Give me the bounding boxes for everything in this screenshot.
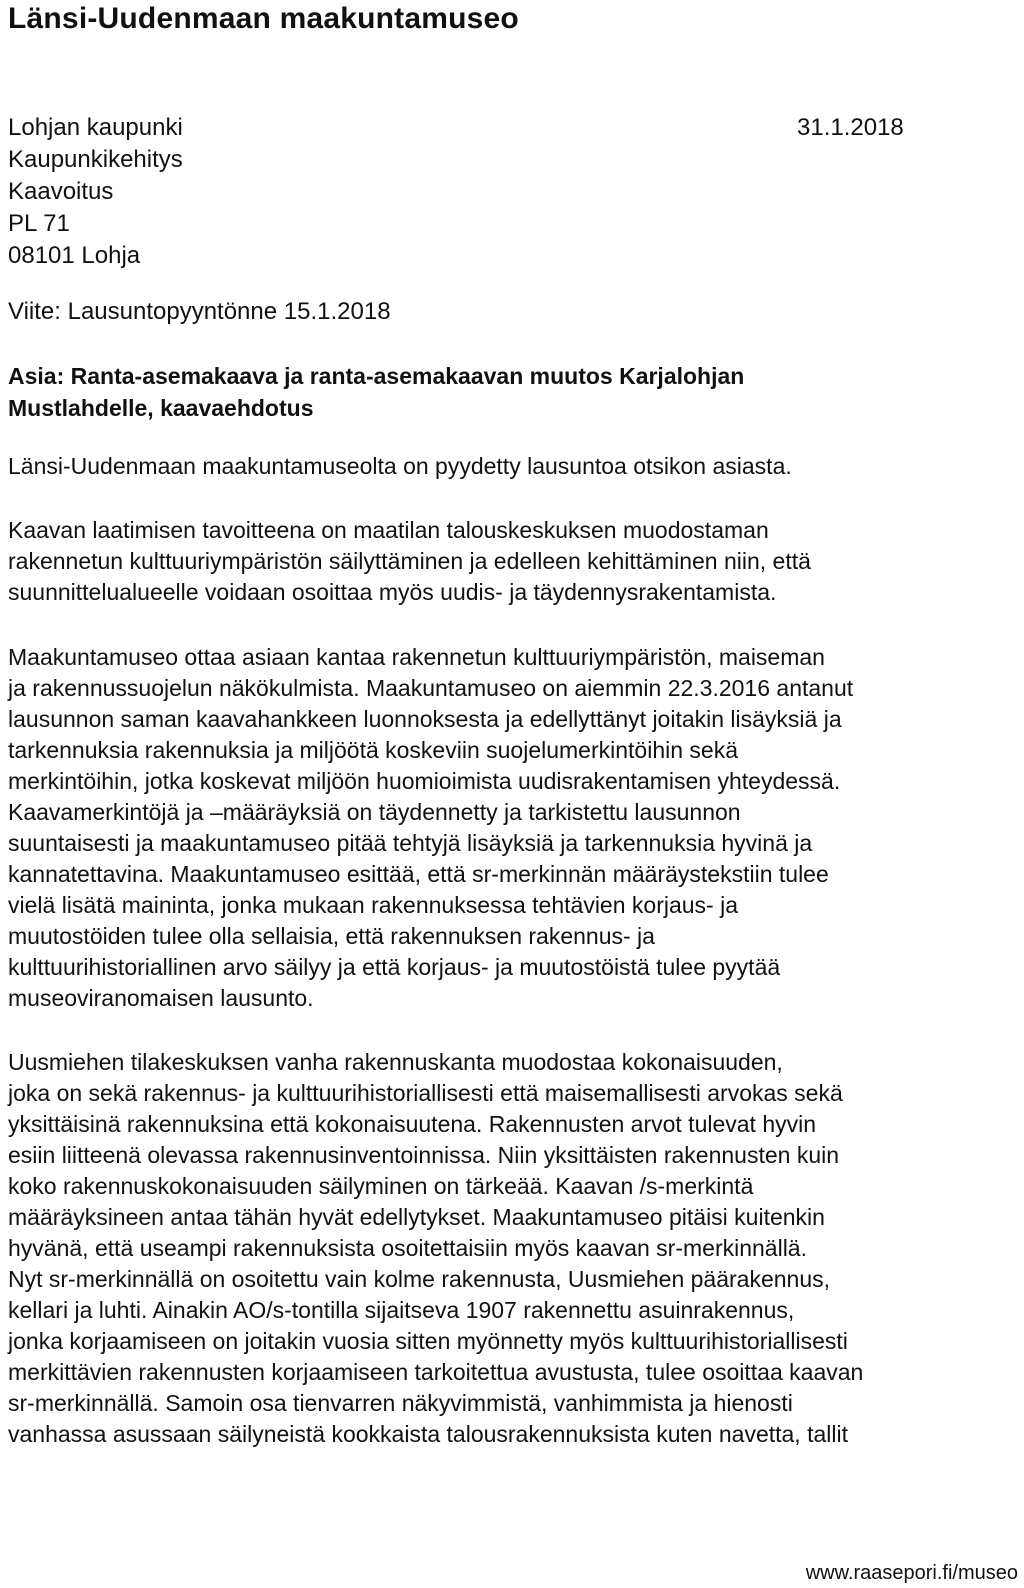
body-paragraph	[8, 515, 1018, 608]
paragraph-line: jonka korjaamiseen on joitakin vuosia sitten myönnetty myös kulttuurihistoriallisesti	[8, 1328, 848, 1354]
paragraph-line: Maakuntamuseo ottaa asiaan kantaa rakennetun kulttuuriympäristön, maiseman	[8, 644, 825, 670]
body-paragraph	[8, 642, 1018, 1014]
paragraph-line: lausunnon saman kaavahankkeen luonnoksesta ja edellyttänyt joitakin lisäyksiä ja	[8, 706, 842, 732]
paragraph-line: koko rakennuskokonaisuuden säilyminen on tärkeää. Kaavan /s-merkintä	[8, 1173, 754, 1199]
subject-text-line: Mustlahdelle, kaavaehdotus	[8, 395, 314, 421]
paragraph-line: kellari ja luhti. Ainakin AO/s-tontilla sijaitseva 1907 rakennettu asuinrakennus,	[8, 1297, 795, 1323]
paragraph-line: tarkennuksia rakennuksia ja miljöötä koskeviin suojelumerkintöihin sekä	[8, 737, 738, 763]
paragraph-line: yksittäisinä rakennuksina että kokonaisuutena. Rakennusten arvot tulevat hyvin	[8, 1111, 817, 1137]
paragraph-line: vielä lisätä maininta, jonka mukaan rakennuksessa tehtävien korjaus- ja	[8, 892, 739, 918]
paragraph-line: kulttuurihistoriallinen arvo säilyy ja että korjaus- ja muutostöistä tulee pyytää	[8, 954, 781, 980]
letter-date: 31.1.2018	[797, 114, 904, 141]
paragraph-line: merkintöihin, jotka koskevat miljöön huomioimista uudisrakentamisen yhteydessä.	[8, 768, 841, 794]
reference-line: Viite: Lausuntopyyntönne 15.1.2018	[8, 298, 391, 325]
address-line: Kaavoitus	[8, 178, 114, 205]
paragraph-line: sr-merkinnällä. Samoin osa tienvarren näkyvimmistä, vanhimmista ja hienosti	[8, 1390, 793, 1416]
body-paragraph	[8, 451, 1018, 482]
paragraph-line: esiin liitteenä olevassa rakennusinventoinnissa. Niin yksittäisten rakennusten kuin	[8, 1142, 840, 1168]
subject-text-line: Asia: Ranta-asemakaava ja ranta-asemakaavan muutos Karjalohjan	[8, 363, 745, 389]
paragraph-line: kannatettavina. Maakuntamuseo esittää, että sr-merkinnän määräystekstiin tulee	[8, 861, 829, 887]
address-line: Kaupunkikehitys	[8, 146, 183, 173]
organization-heading: Länsi-Uudenmaan maakuntamuseo	[8, 2, 519, 35]
paragraph-line: rakennetun kulttuuriympäristön säilyttäminen ja edelleen kehittäminen niin, että	[8, 548, 811, 574]
paragraph-line: Uusmiehen tilakeskuksen vanha rakennuskanta muodostaa kokonaisuuden,	[8, 1049, 783, 1075]
paragraph-line: joka on sekä rakennus- ja kulttuurihistoriallisesti että maisemallisesti arvokas sekä	[8, 1080, 843, 1106]
paragraph-line: muutostöiden tulee olla sellaisia, että rakennuksen rakennus- ja	[8, 923, 655, 949]
subject-line	[8, 360, 744, 424]
paragraph-line: vanhassa asussaan säilyneistä kookkaista talousrakennuksista kuten navetta, tallit	[8, 1421, 848, 1447]
paragraph-line: Länsi-Uudenmaan maakuntamuseolta on pyydetty lausuntoa otsikon asiasta.	[8, 453, 792, 479]
address-line: PL 71	[8, 210, 70, 237]
paragraph-line: ja rakennussuojelun näkökulmista. Maakuntamuseo on aiemmin 22.3.2016 antanut	[8, 675, 854, 701]
paragraph-line: hyvänä, että useampi rakennuksista osoitettaisiin myös kaavan sr-merkinnällä.	[8, 1235, 807, 1261]
paragraph-line: Kaavamerkintöjä ja –määräyksiä on täydennetty ja tarkistettu lausunnon	[8, 799, 741, 825]
paragraph-line: suuntaisesti ja maakuntamuseo pitää tehtyjä lisäyksiä ja tarkennuksia hyvinä ja	[8, 830, 813, 856]
body-paragraph	[8, 1047, 1018, 1450]
footer-website: www.raasepori.fi/museo	[805, 1562, 1018, 1584]
address-line: Lohjan kaupunki	[8, 114, 183, 141]
paragraph-line: Nyt sr-merkinnällä on osoitettu vain kolme rakennusta, Uusmiehen päärakennus,	[8, 1266, 831, 1292]
paragraph-line: määräyksineen antaa tähän hyvät edellytykset. Maakuntamuseo pitäisi kuitenkin	[8, 1204, 825, 1230]
paragraph-line: suunnittelualueelle voidaan osoittaa myös uudis- ja täydennysrakentamista.	[8, 579, 777, 605]
paragraph-line: merkittävien rakennusten korjaamiseen tarkoitettua avustusta, tulee osoittaa kaavan	[8, 1359, 864, 1385]
recipient-address	[8, 112, 183, 272]
paragraph-line: Kaavan laatimisen tavoitteena on maatilan talouskeskuksen muodostaman	[8, 517, 769, 543]
address-line: 08101 Lohja	[8, 242, 141, 269]
paragraph-line: museoviranomaisen lausunto.	[8, 985, 314, 1011]
